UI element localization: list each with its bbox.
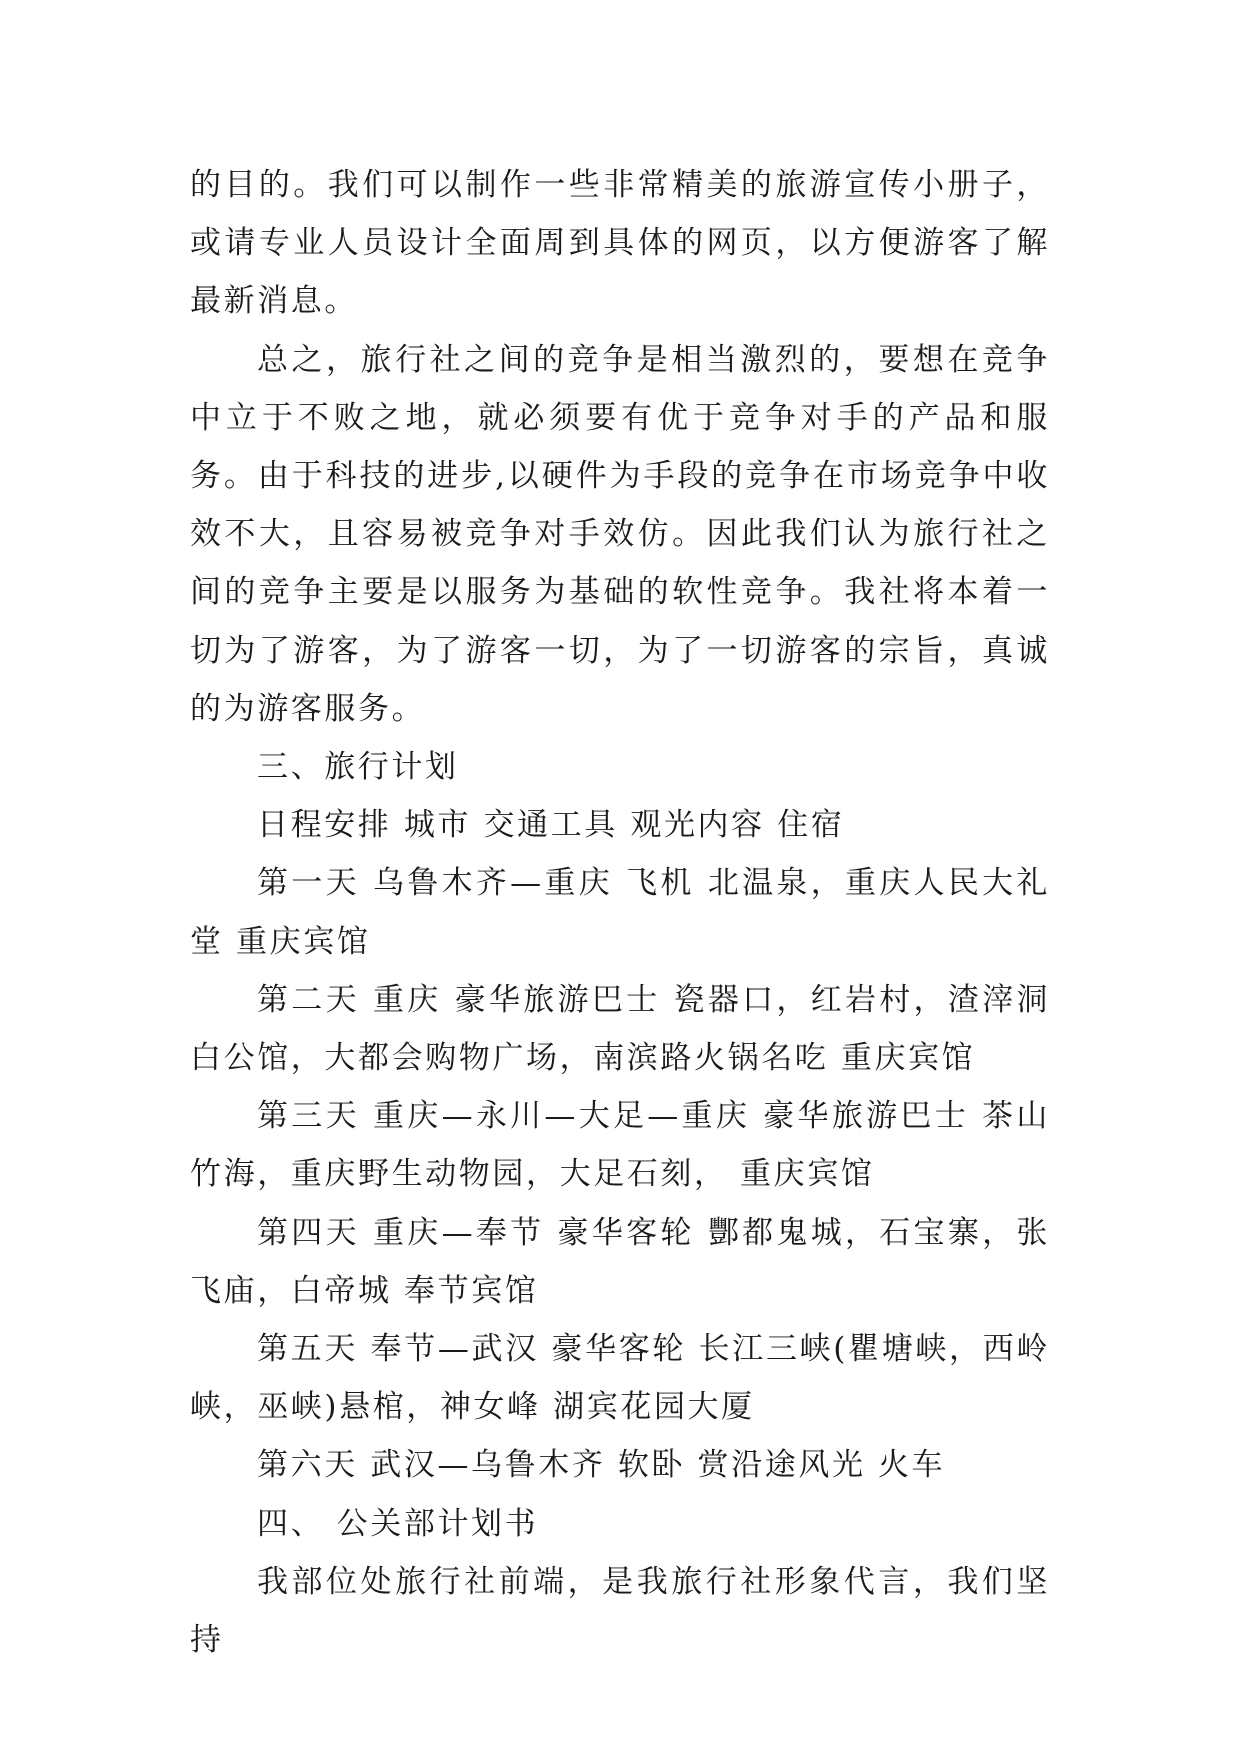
itinerary-header-row: 日程安排 城市 交通工具 观光内容 住宿 xyxy=(257,807,845,844)
section-heading-pr-plan: 四、 公关部计划书 xyxy=(257,1505,539,1542)
itinerary-day-4: 第四天 重庆—奉节 豪华客轮 酆都鬼城，石宝寨，张飞庙，白帝城 奉节宾馆 xyxy=(190,1214,1050,1309)
itinerary-day-1: 第一天 乌鲁木齐—重庆 飞机 北温泉，重庆人民大礼堂 重庆宾馆 xyxy=(190,865,1050,960)
itinerary-day-2: 第二天 重庆 豪华旅游巴士 瓷器口，红岩村，渣滓洞白公馆，大都会购物广场，南滨路火锅名吃 重庆宾馆 xyxy=(190,981,1050,1077)
itinerary-day-3: 第三天 重庆—永川—大足—重庆 豪华旅游巴士 茶山竹海，重庆野生动物园，大足石刻， 重庆宾馆 xyxy=(190,1098,1050,1193)
section-heading-travel-plan: 三、旅行计划 xyxy=(257,749,459,786)
paragraph-conclusion: 总之，旅行社之间的竞争是相当激烈的，要想在竞争中立于不败之地，就必须要有优于竞争对手的产品和服务。由于科技的进步,以硬件为手段的竞争在市场竞争中收效不大，且容易被竞争对手效仿。因此我们认为旅行社之间的竞争主要是以服务为基础的软性竞争。我社将本着一切为了游客，为了游客一切，为了一切游客的宗旨，真诚的为游客服务。 xyxy=(190,341,1050,727)
paragraph-pr-intro: 我部位处旅行社前端，是我旅行社形象代言，我们坚持 xyxy=(190,1563,1050,1659)
itinerary-day-6: 第六天 武汉—乌鲁木齐 软卧 赏沿途风光 火车 xyxy=(257,1447,946,1484)
document-body xyxy=(190,156,1050,1669)
paragraph-intro-continuation: 的目的。我们可以制作一些非常精美的旅游宣传小册子，或请专业人员设计全面周到具体的网页，以方便游客了解最新消息。 xyxy=(190,167,1050,320)
itinerary-day-5: 第五天 奉节—武汉 豪华客轮 长江三峡(瞿塘峡，西岭峡，巫峡)悬棺，神女峰 湖宾花园大厦 xyxy=(190,1331,1050,1426)
